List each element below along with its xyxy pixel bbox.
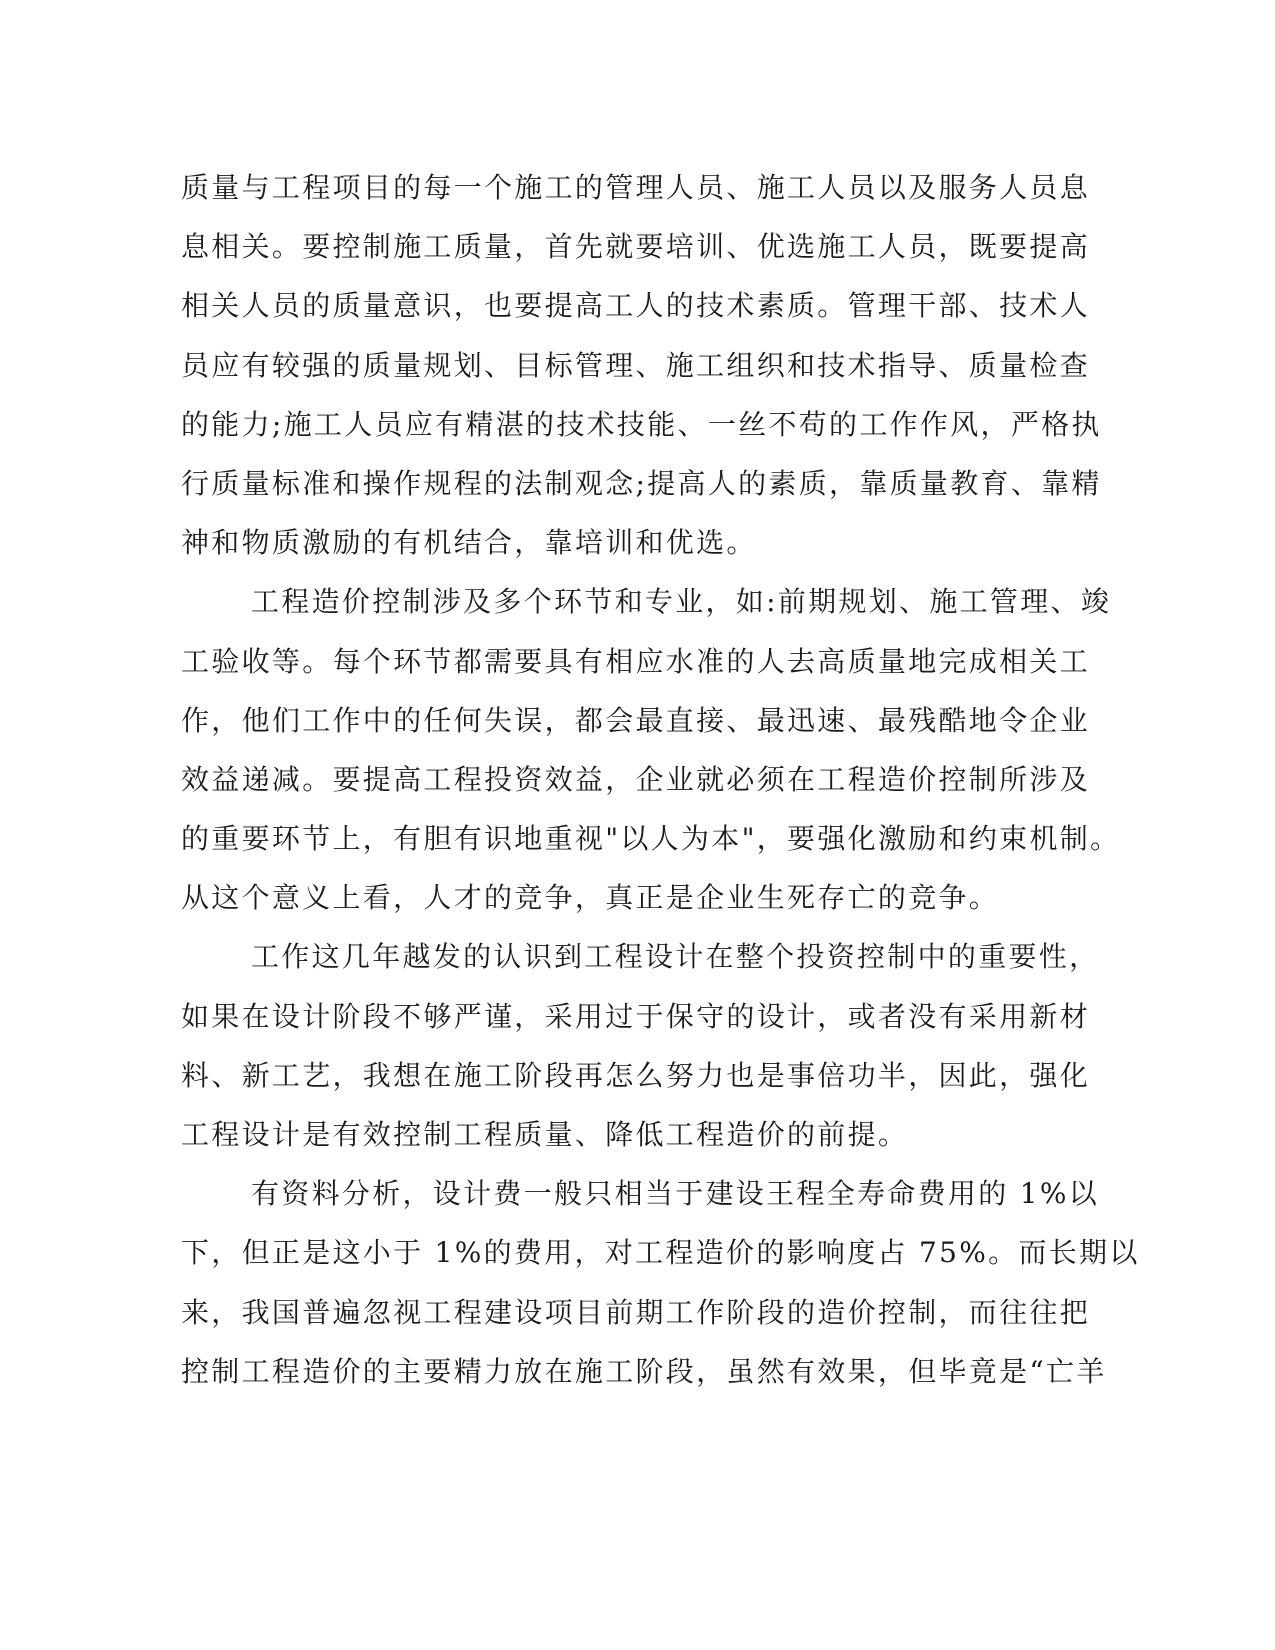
text-line: 有资料分析，设计费一般只相当于建设王程全寿命费用的 1%以	[251, 1177, 1100, 1211]
paragraph-1	[181, 158, 1102, 572]
paragraph-2	[181, 572, 1121, 927]
text-line: 控制工程造价的主要精力放在施工阶段，虽然有效果，但毕竟是“亡羊	[181, 1354, 1107, 1388]
text-line: 工程造价控制涉及多个环节和专业，如:前期规划、施工管理、竣	[251, 585, 1112, 619]
text-line: 相关人员的质量意识，也要提高工人的技术素质。管理干部、技术人	[181, 289, 1091, 323]
paragraph-4	[181, 1164, 1140, 1401]
text-line: 工程设计是有效控制工程质量、降低工程造价的前提。	[181, 1118, 909, 1151]
text-line: 员应有较强的质量规划、目标管理、施工组织和技术指导、质量检查	[181, 348, 1091, 382]
text-line: 来，我国普遍忽视工程建设项目前期工作阶段的造价控制，而往往把	[181, 1295, 1091, 1329]
text-line: 效益递减。要提高工程投资效益，企业就必须在工程造价控制所涉及	[181, 762, 1091, 796]
text-line: 息相关。要控制施工质量，首先就要培训、优选施工人员，既要提高	[181, 230, 1091, 264]
paragraph-3	[181, 927, 1100, 1164]
text-line: 的重要环节上，有胆有识地重视"以人为本"，要强化激励和约束机制。	[181, 822, 1121, 856]
text-line: 工作这几年越发的认识到工程设计在整个投资控制中的重要性，	[251, 940, 1100, 974]
text-line: 从这个意义上看，人才的竞争，真正是企业生死存亡的竞争。	[181, 881, 1000, 915]
text-line: 作，他们工作中的任何失误，都会最直接、最迅速、最残酷地令企业	[181, 703, 1091, 737]
text-line: 的能力;施工人员应有精湛的技术技能、一丝不苟的工作作风，严格执	[181, 407, 1102, 441]
text-line: 如果在设计阶段不够严谨，采用过于保守的设计，或者没有采用新材	[181, 999, 1091, 1033]
text-line: 行质量标准和操作规程的法制观念;提高人的素质，靠质量教育、靠精	[181, 466, 1102, 500]
body-text	[181, 158, 1140, 1401]
text-line: 神和物质激励的有机结合，靠培训和优选。	[181, 526, 757, 560]
text-line: 工验收等。每个环节都需要具有相应水准的人去高质量地完成相关工	[181, 644, 1091, 678]
text-line: 质量与工程项目的每一个施工的管理人员、施工人员以及服务人员息	[181, 171, 1091, 204]
text-line: 料、新工艺，我想在施工阶段再怎么努力也是事倍功半，因此，强化	[181, 1058, 1091, 1092]
text-line: 下，但正是这小于 1%的费用，对工程造价的影响度占 75%。而长期以	[181, 1236, 1140, 1270]
